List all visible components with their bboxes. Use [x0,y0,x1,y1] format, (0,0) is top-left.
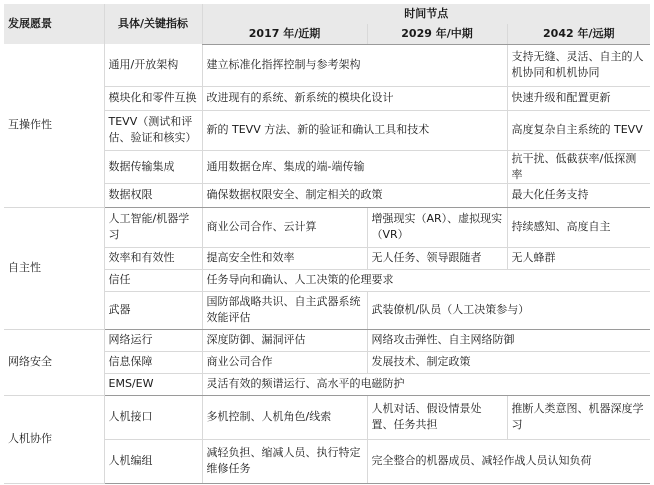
milestone-cell: 网络攻击弹性、自主网络防御 [367,329,650,351]
milestone-cell: 无人蜂群 [507,247,650,269]
indicator-cell: 数据权限 [104,183,202,207]
milestone-cell: 推断人类意图、机器深度学习 [507,395,650,439]
indicator-cell: 信任 [104,269,202,291]
milestone-cell: 深度防御、漏洞评估 [202,329,367,351]
milestone-cell: 发展技术、制定政策 [367,351,650,373]
milestone-cell: 提高安全性和效率 [202,247,367,269]
table-row [4,44,650,86]
milestone-cell: 改进现有的系统、新系统的模块化设计 [202,86,507,110]
milestone-cell: 抗干扰、低截获率/低探测率 [507,150,650,183]
milestone-cell: 人机对话、假设情景处置、任务共担 [367,395,507,439]
milestone-cell: 无人任务、领导跟随者 [367,247,507,269]
indicator-cell: EMS/EW [104,373,202,395]
indicator-cell: TEVV（测试和评估、验证和核实） [104,110,202,150]
milestone-cell: 快速升级和配置更新 [507,86,650,110]
milestone-cell: 持续感知、高度自主 [507,207,650,247]
milestone-cell: 灵活有效的频谱运行、高水平的电磁防护 [202,373,650,395]
header-indicator: 具体/关键指标 [104,4,202,44]
table-row [4,207,650,247]
header-2017: 2017 年/近期 [202,24,367,44]
milestone-cell: 商业公司合作、云计算 [202,207,367,247]
indicator-cell: 人工智能/机器学习 [104,207,202,247]
milestone-cell: 完全整合的机器成员、减轻作战人员认知负荷 [367,439,650,483]
milestone-cell: 新的 TEVV 方法、新的验证和确认工具和技术 [202,110,507,150]
header-row-top [4,4,650,24]
table-row [4,329,650,351]
group-label: 互操作性 [4,44,104,207]
milestone-cell: 确保数据权限安全、制定相关的政策 [202,183,507,207]
header-2042: 2042 年/远期 [507,24,650,44]
milestone-cell: 最大化任务支持 [507,183,650,207]
milestone-cell: 建立标准化指挥控制与参考架构 [202,44,507,86]
indicator-cell: 模块化和零件互换 [104,86,202,110]
milestone-cell: 武装僚机/队员（人工决策参与） [367,291,650,329]
indicator-cell: 数据传输集成 [104,150,202,183]
milestone-cell: 支持无缝、灵活、自主的人机协同和机机协同 [507,44,650,86]
milestone-cell: 任务导向和确认、人工决策的伦理要求 [202,269,650,291]
roadmap-table [4,4,650,484]
indicator-cell: 武器 [104,291,202,329]
indicator-cell: 网络运行 [104,329,202,351]
indicator-cell: 效率和有效性 [104,247,202,269]
milestone-cell: 国防部战略共识、自主武器系统效能评估 [202,291,367,329]
milestone-cell: 商业公司合作 [202,351,367,373]
header-2029: 2029 年/中期 [367,24,507,44]
indicator-cell: 通用/开放架构 [104,44,202,86]
indicator-cell: 人机编组 [104,439,202,483]
group-label: 自主性 [4,207,104,329]
header-goal: 发展愿景 [4,4,104,44]
milestone-cell: 增强现实（AR）、虚拟现实（VR） [367,207,507,247]
milestone-cell: 减轻负担、缩减人员、执行特定维修任务 [202,439,367,483]
indicator-cell: 人机接口 [104,395,202,439]
table-row [4,395,650,439]
group-label: 人机协作 [4,395,104,483]
indicator-cell: 信息保障 [104,351,202,373]
milestone-cell: 通用数据仓库、集成的端-端传输 [202,150,507,183]
group-label: 网络安全 [4,329,104,395]
milestone-cell: 多机控制、人机角色/线索 [202,395,367,439]
header-timepoints: 时间节点 [202,4,650,24]
milestone-cell: 高度复杂自主系统的 TEVV [507,110,650,150]
